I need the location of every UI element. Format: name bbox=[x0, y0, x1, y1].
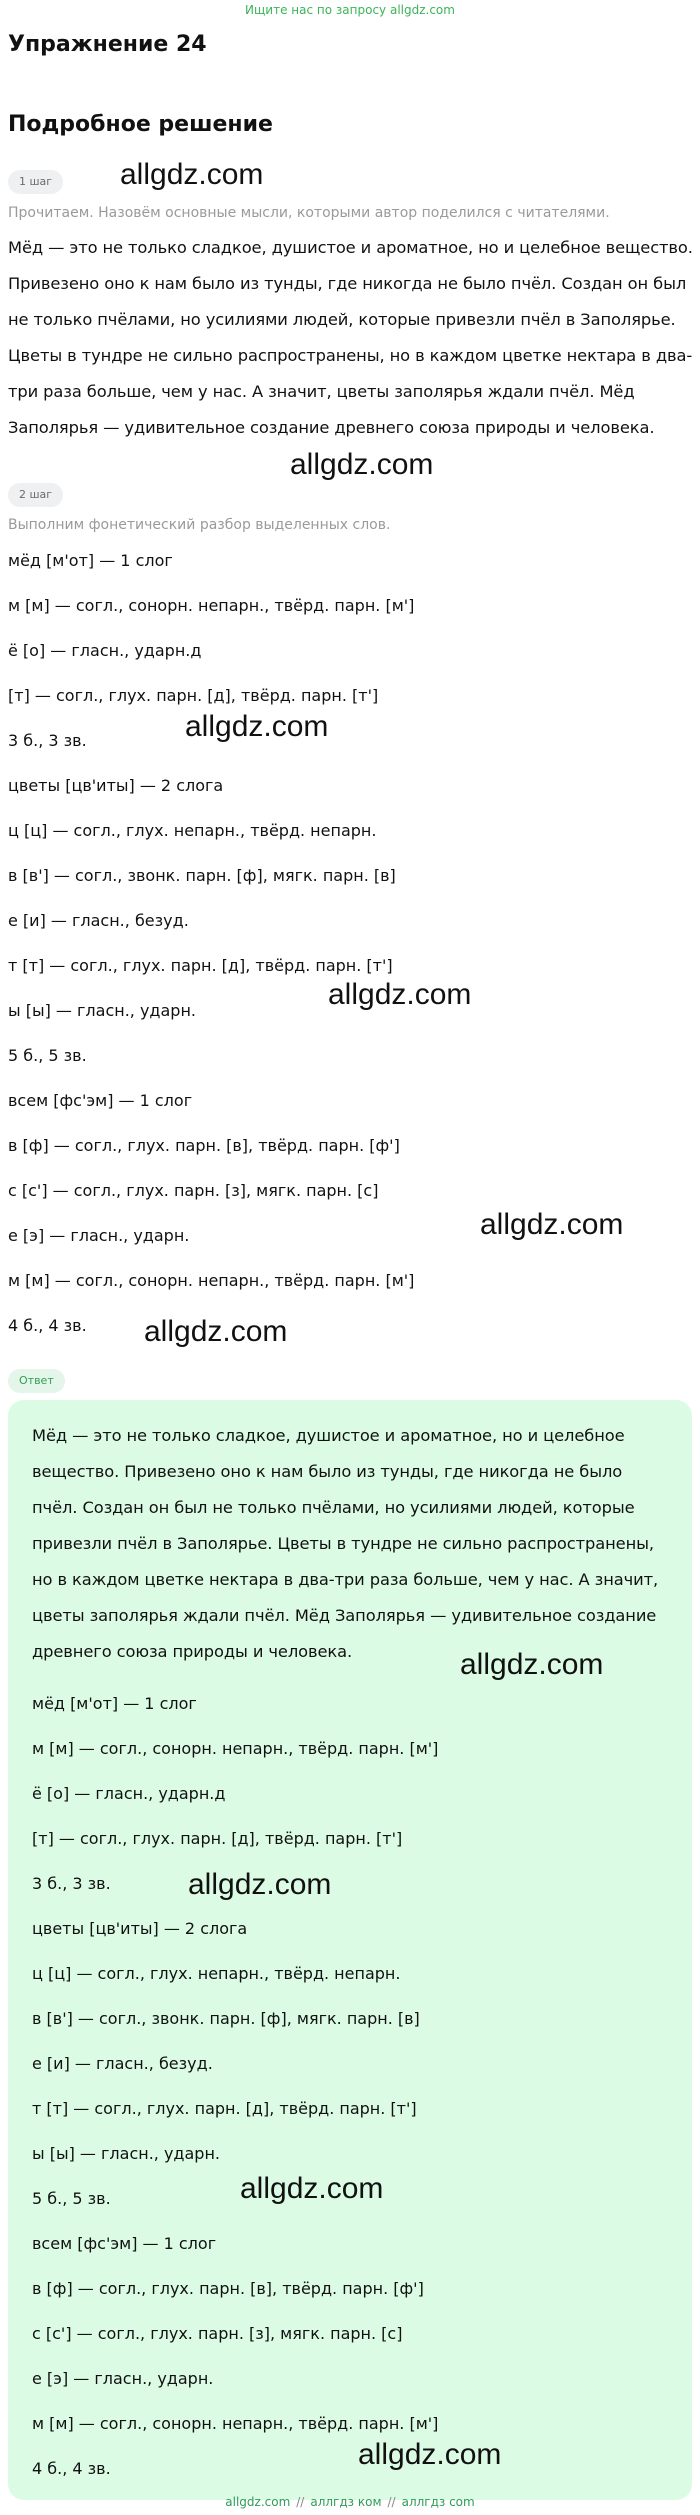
analysis-line: с [с'] — согл., глух. парн. [з], мягк. парн. [с] bbox=[8, 1181, 379, 1200]
footer-link-allgdz[interactable]: allgdz.com bbox=[225, 2495, 291, 2509]
watermark: allgdz.com bbox=[460, 1648, 604, 1681]
step-1-text: Мёд — это не только сладкое, душистое и ароматное, но и целебное вещество. Привезено оно к нам было из тунды, где никогда не было пчёл. Создан он был не только пчёлами, но усилиями людей, которые привезли пчёл в Заполярье. Цветы в тундре не сильно распространены, но в каждом цветке нектара в два-три раза больше, чем у нас. А значит, цветы заполярья ждали пчёл. Мёд Заполярья — удивительное создание древнего союза природы и человека. bbox=[8, 238, 693, 437]
watermark: allgdz.com bbox=[358, 2438, 502, 2471]
analysis-line: 5 б., 5 зв. bbox=[8, 1046, 87, 1065]
answer-box bbox=[8, 1400, 692, 2500]
step-1-hint: Прочитаем. Назовём основные мысли, которыми автор поделился с читателями. bbox=[8, 205, 610, 221]
analysis-line: ц [ц] — согл., глух. непарн., твёрд. непарн. bbox=[8, 821, 377, 840]
step-2-hint: Выполним фонетический разбор выделенных слов. bbox=[8, 517, 391, 533]
analysis-line: т [т] — согл., глух. парн. [д], твёрд. парн. [т'] bbox=[8, 956, 393, 975]
analysis-line: в [ф] — согл., глух. парн. [в], твёрд. парн. [ф'] bbox=[8, 1136, 400, 1155]
page-title: Упражнение 24 bbox=[8, 32, 207, 57]
answer-line: ы [ы] — гласн., ударн. bbox=[32, 2144, 220, 2163]
watermark: allgdz.com bbox=[185, 710, 329, 743]
answer-line: в [ф] — согл., глух. парн. [в], твёрд. парн. [ф'] bbox=[32, 2279, 424, 2298]
watermark: allgdz.com bbox=[188, 1868, 332, 1901]
answer-line: ё [о] — гласн., ударн.д bbox=[32, 1784, 226, 1803]
top-banner: Ищите нас по запросу allgdz.com bbox=[245, 3, 455, 17]
section-title: Подробное решение bbox=[8, 112, 273, 137]
analysis-line: е [и] — гласн., безуд. bbox=[8, 911, 189, 930]
watermark: allgdz.com bbox=[144, 1315, 288, 1348]
analysis-line: е [э] — гласн., ударн. bbox=[8, 1226, 190, 1245]
answer-line: 4 б., 4 зв. bbox=[32, 2459, 111, 2478]
analysis-line: мёд [м'от] — 1 слог bbox=[8, 551, 173, 570]
answer-line: 3 б., 3 зв. bbox=[32, 1874, 111, 1893]
answer-line: цветы [цв'иты] — 2 слога bbox=[32, 1919, 248, 1938]
answer-line: м [м] — согл., сонорн. непарн., твёрд. парн. [м'] bbox=[32, 2414, 439, 2433]
answer-line: в [в'] — согл., звонк. парн. [ф], мягк. парн. [в] bbox=[32, 2009, 420, 2028]
analysis-line: цветы [цв'иты] — 2 слога bbox=[8, 776, 224, 795]
answer-line: т [т] — согл., глух. парн. [д], твёрд. парн. [т'] bbox=[32, 2099, 417, 2118]
analysis-line: ё [о] — гласн., ударн.д bbox=[8, 641, 202, 660]
analysis-line: всем [фс'эм] — 1 слог bbox=[8, 1091, 193, 1110]
analysis-line: м [м] — согл., сонорн. непарн., твёрд. парн. [м'] bbox=[8, 1271, 415, 1290]
answer-line: [т] — согл., глух. парн. [д], твёрд. парн. [т'] bbox=[32, 1829, 403, 1848]
analysis-line: в [в'] — согл., звонк. парн. [ф], мягк. парн. [в] bbox=[8, 866, 396, 885]
analysis-line: 4 б., 4 зв. bbox=[8, 1316, 87, 1335]
analysis-line: 3 б., 3 зв. bbox=[8, 731, 87, 750]
analysis-line: [т] — согл., глух. парн. [д], твёрд. парн. [т'] bbox=[8, 686, 379, 705]
answer-text: Мёд — это не только сладкое, душистое и ароматное, но и целебное вещество. Привезено оно к нам было из тунды, где никогда не было пчёл. Создан он был не только пчёлами, но усилиями людей, которые привезли пчёл в Заполярье. Цветы в тундре не сильно распространены, но в каждом цветке нектара в два-три раза больше, чем у нас. А значит, цветы заполярья ждали пчёл. Мёд Заполярья — удивительное создание древнего союза природы и человека. bbox=[32, 1426, 659, 1661]
answer-line: ц [ц] — согл., глух. непарн., твёрд. непарн. bbox=[32, 1964, 401, 1983]
answer-line: е [э] — гласн., ударн. bbox=[32, 2369, 214, 2388]
step-2-chip: 2 шаг bbox=[8, 483, 63, 507]
answer-line: с [с'] — согл., глух. парн. [з], мягк. парн. [с] bbox=[32, 2324, 403, 2343]
answer-line: 5 б., 5 зв. bbox=[32, 2189, 111, 2208]
answer-line: м [м] — согл., сонорн. непарн., твёрд. парн. [м'] bbox=[32, 1739, 439, 1758]
analysis-line: ы [ы] — гласн., ударн. bbox=[8, 1001, 196, 1020]
watermark: allgdz.com bbox=[480, 1208, 624, 1241]
watermark: allgdz.com bbox=[120, 158, 264, 191]
answer-chip: Ответ bbox=[8, 1369, 65, 1393]
footer-link-allgdz-com[interactable]: аллгдз com bbox=[401, 2495, 475, 2509]
footer-separator: // bbox=[387, 2495, 396, 2509]
watermark: allgdz.com bbox=[240, 2172, 384, 2205]
watermark: allgdz.com bbox=[328, 978, 472, 1011]
watermark: allgdz.com bbox=[290, 448, 434, 481]
analysis-line: м [м] — согл., сонорн. непарн., твёрд. парн. [м'] bbox=[8, 596, 415, 615]
footer bbox=[0, 2490, 700, 2515]
step-1-chip: 1 шаг bbox=[8, 170, 63, 194]
answer-line: е [и] — гласн., безуд. bbox=[32, 2054, 213, 2073]
footer-link-allgdz-kom[interactable]: аллгдз ком bbox=[310, 2495, 382, 2509]
answer-line: мёд [м'от] — 1 слог bbox=[32, 1694, 197, 1713]
footer-separator: // bbox=[296, 2495, 305, 2509]
answer-line: всем [фс'эм] — 1 слог bbox=[32, 2234, 217, 2253]
